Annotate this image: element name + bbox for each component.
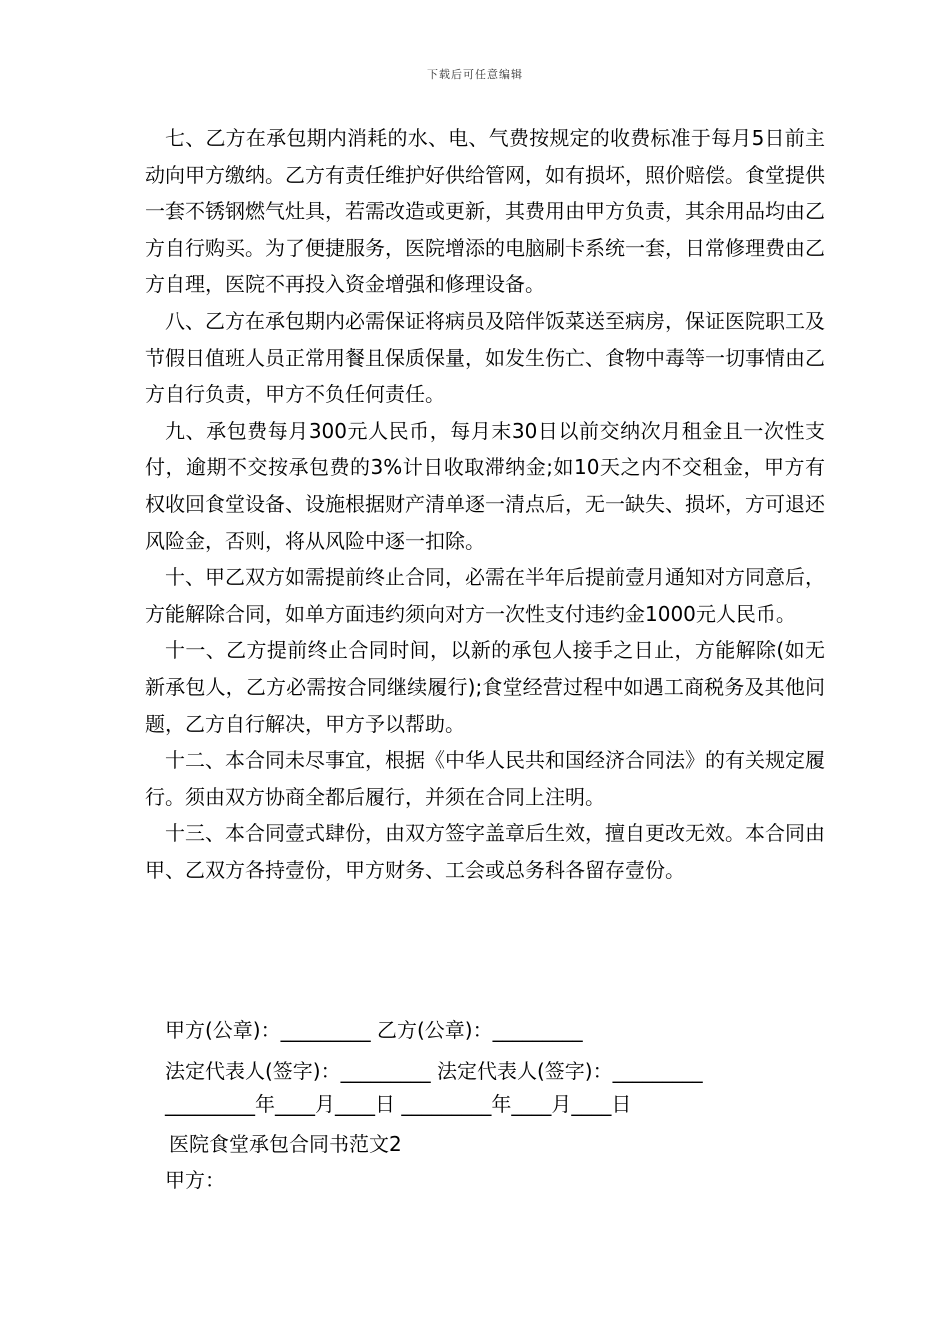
contract-body <box>145 120 825 1192</box>
clause-7: 七、乙方在承包期内消耗的水、电、气费按规定的收费标准于每月5日前主动向甲方缴纳。乙方有责任维护好供给管网，如有损坏，照价赔偿。食堂提供一套不锈钢燃气灶具，若需改造或更新，其费用由甲方负责，其余用品均由乙方自行购买。为了便捷服务，医院增添的电脑刷卡系统一套，日常修理费由乙方自理，医院不再投入资金增强和修理设备。 <box>145 126 825 297</box>
clause-8: 八、乙方在承包期内必需保证将病员及陪伴饭菜送至病房，保证医院职工及节假日值班人员正常用餐且保质保量，如发生伤亡、食物中毒等一切事情由乙方自行负责，甲方不负任何责任。 <box>145 308 825 407</box>
clause-10: 十、甲乙双方如需提前终止合同，必需在半年后提前壹月通知对方同意后，方能解除合同，如单方面违约须向对方一次性支付违约金1000元人民币。 <box>145 565 825 626</box>
clause-12: 十二、本合同未尽事宜，根据《中华人民共和国经济合同法》的有关规定履行。须由双方协商全都后履行，并须在合同上注明。 <box>145 748 825 809</box>
representative-signature-line: 法定代表人(签字)：_________ 法定代表人(签字)：_________ <box>165 1059 703 1083</box>
next-contract-title: 医院食堂承包合同书范文2 <box>169 1132 402 1156</box>
clause-11: 十一、乙方提前终止合同时间，以新的承包人接手之日止，方能解除(如无新承包人，乙方必需按合同继续履行);食堂经营过程中如遇工商税务及其他问题，乙方自行解决，甲方予以帮助。 <box>145 638 825 736</box>
next-party-label: 甲方： <box>165 1168 225 1192</box>
clause-9: 九、承包费每月300元人民币，每月末30日以前交纳次月租金且一次性支付，逾期不交按承包费的3%计日收取滞纳金;如10天之内不交租金，甲方有权收回食堂设备、设施根据财产清单逐一清点后，无一缺失、损坏，方可退还风险金，否则，将从风险中逐一扣除。 <box>145 418 825 553</box>
clause-13: 十三、本合同壹式肆份，由双方签字盖章后生效，擅自更改无效。本合同由甲、乙双方各持壹份，甲方财务、工会或总务科各留存壹份。 <box>145 821 825 882</box>
header-note: 下载后可任意编辑 <box>427 68 523 81</box>
party-seal-line: 甲方(公章)：_________ 乙方(公章)：_________ <box>165 1018 583 1042</box>
date-line: _________年____月____日 _________年____月____日 <box>165 1092 632 1116</box>
